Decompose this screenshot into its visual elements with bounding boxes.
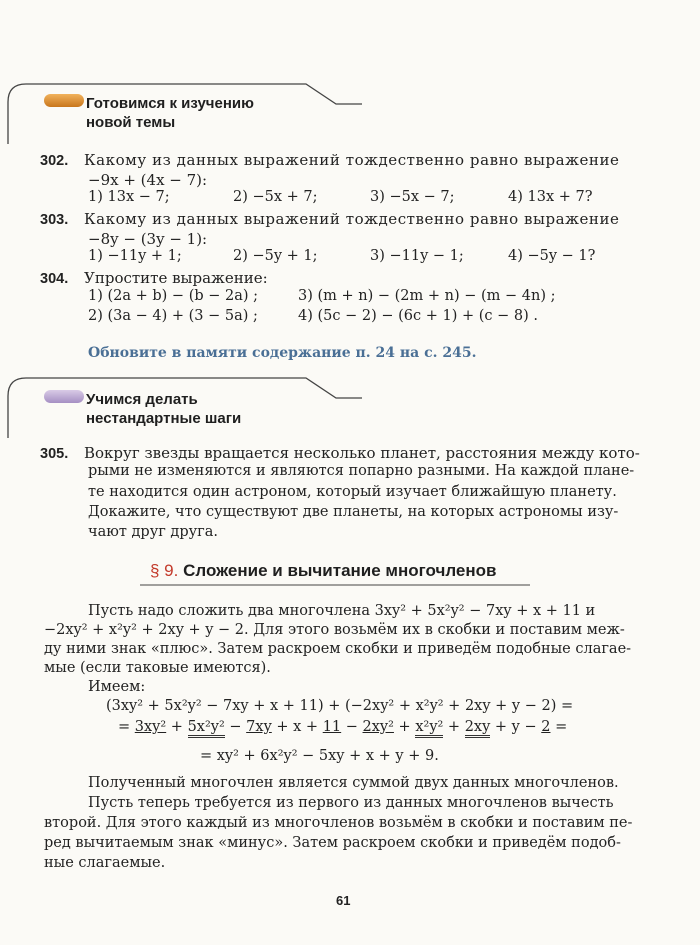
review-note: Обновите в памяти содержание п. 24 на с. 245. xyxy=(88,345,477,361)
option: 3) −11y − 1; xyxy=(370,248,464,264)
option: 3) −5x − 7; xyxy=(370,189,455,205)
section-header-prepare xyxy=(6,82,466,152)
like-term: 3xy² xyxy=(134,719,167,735)
like-term: 2xy xyxy=(465,719,491,738)
like-term: 11 xyxy=(322,719,342,735)
option: 4) (5c − 2) − (6c + 1) + (c − 8) . xyxy=(298,308,538,324)
paragraph-line: ные слагаемые. xyxy=(44,855,166,871)
page-number: 61 xyxy=(336,893,351,908)
paragraph-line: Пусть надо сложить два многочлена 3xy² + 5x²y² − 7xy + x + 11 и xyxy=(88,603,596,619)
option: 2) −5y + 1; xyxy=(233,248,318,264)
section-header-nonstandard xyxy=(6,376,466,446)
paragraph-line: Пусть теперь требуется из первого из данных многочленов вычесть xyxy=(88,795,614,811)
problem-text-line: те находится один астроном, который изучает ближайшую планету. xyxy=(88,484,617,500)
equation-line-1: (3xy² + 5x²y² − 7xy + x + 11) + (−2xy² + x²y² + 2xy + y − 2) = xyxy=(106,698,574,714)
problem-text-line: рыми не изменяются и являются попарно разными. На каждой плане- xyxy=(88,463,635,479)
imeem-label: Имеем: xyxy=(88,679,146,695)
problem-text: Какому из данных выражений тождественно равно выражение xyxy=(84,210,620,228)
section-title xyxy=(150,561,496,581)
problem-303 xyxy=(40,209,619,230)
option: 3) (m + n) − (2m + n) − (m − 4n) ; xyxy=(298,288,556,304)
section-header-title: Готовимся к изучению новой темы xyxy=(86,95,254,131)
paragraph-line: второй. Для этого каждый из многочленов возьмём в скобки и поставим пе- xyxy=(44,815,633,831)
section-title-text: Сложение и вычитание многочленов xyxy=(183,561,497,580)
like-term: x²y² xyxy=(415,719,443,738)
section-sign: § 9. xyxy=(150,561,179,580)
problem-text: Какому из данных выражений тождественно равно выражение xyxy=(84,151,620,169)
option: 1) (2a + b) − (b − 2a) ; xyxy=(88,288,259,304)
problem-number: 302. xyxy=(40,153,69,169)
problem-text-line: чают друг друга. xyxy=(88,524,219,540)
paragraph-line: ред вычитаемым знак «минус». Затем раскроем скобки и приведём подоб- xyxy=(44,835,621,851)
problem-303-expr: −8y − (3y − 1): xyxy=(88,230,208,248)
equation-line-3: = xy² + 6x²y² − 5xy + x + y + 9. xyxy=(200,748,439,764)
option: 1) 13x − 7; xyxy=(88,189,170,205)
problem-305 xyxy=(40,443,640,464)
like-term: 5x²y² xyxy=(188,719,225,738)
problem-302-expr: −9x + (4x − 7): xyxy=(88,171,208,189)
paragraph-line: −2xy² + x²y² + 2xy + y − 2. Для этого возьмём их в скобки и поставим меж- xyxy=(44,622,625,638)
equation-line-2: = 3xy² + 5x²y² − 7xy + x + 11 − 2xy² + x²y² + 2xy + y − 2 = xyxy=(118,719,567,735)
option: 4) 13x + 7? xyxy=(508,189,593,205)
option: 2) −5x + 7; xyxy=(233,189,318,205)
problem-302 xyxy=(40,150,619,171)
problem-number: 305. xyxy=(40,446,69,462)
problem-text-line: Докажите, что существуют две планеты, на которых астрономы изу- xyxy=(88,504,619,520)
option: 1) −11y + 1; xyxy=(88,248,182,264)
paragraph-line: Полученный многочлен является суммой двух данных многочленов. xyxy=(88,775,619,791)
problem-number: 303. xyxy=(40,212,69,228)
problem-number: 304. xyxy=(40,271,69,287)
paragraph-line: мые (если таковые имеются). xyxy=(44,660,271,676)
problem-text: Упростите выражение: xyxy=(84,269,268,287)
option: 4) −5y − 1? xyxy=(508,248,596,264)
section-header-title: Учимся делать нестандартные шаги xyxy=(86,391,242,427)
like-term: 7xy xyxy=(246,719,272,735)
option: 2) (3a − 4) + (3 − 5a) ; xyxy=(88,308,258,324)
orange-marker-icon xyxy=(44,94,84,107)
section-title-underline xyxy=(140,583,540,587)
problem-304 xyxy=(40,268,268,289)
purple-marker-icon xyxy=(44,390,84,403)
like-term: 2 xyxy=(541,719,551,735)
like-term: 2xy² xyxy=(362,719,394,735)
paragraph-line: ду ними знак «плюс». Затем раскроем скобки и приведём подобные слагае- xyxy=(44,641,632,657)
problem-text: Вокруг звезды вращается несколько планет, расстояния между кото- xyxy=(84,444,640,462)
